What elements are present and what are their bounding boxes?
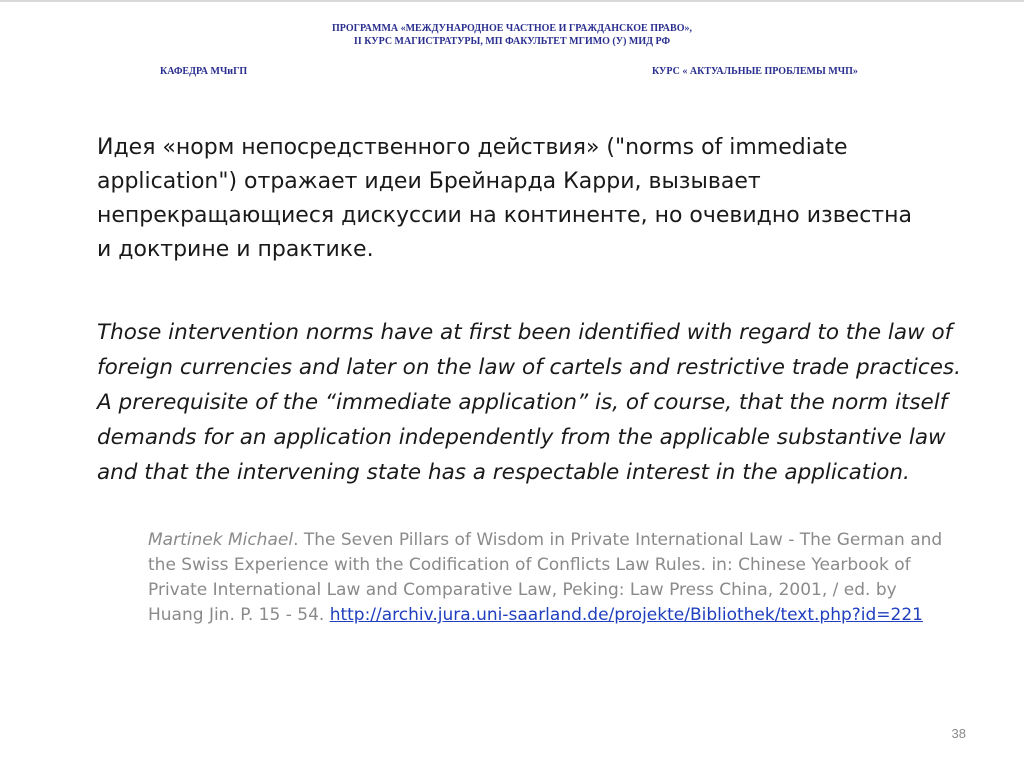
header-department: КАФЕДРА МЧиГП <box>160 66 248 77</box>
header-line-1: ПРОГРАММА «МЕЖДУНАРОДНОЕ ЧАСТНОЕ И ГРАЖДАНСКОЕ ПРАВО», <box>332 23 692 34</box>
citation-link[interactable]: http://archiv.jura.uni-saarland.de/projekte/Bibliothek/text.php?id=221 <box>329 605 923 625</box>
header-course: КУРС « АКТУАЛЬНЫЕ ПРОБЛЕМЫ МЧП» <box>652 66 858 77</box>
page-number: 38 <box>951 726 966 741</box>
slide-header <box>0 22 1024 48</box>
citation-author: Martinek Michael <box>148 530 294 550</box>
english-quote: Those intervention norms have at first been identified with regard to the law of foreign currencies and later on the law of cartels and restrictive trade practices. A prerequisite of the “immediate application” is, of course, that the norm itself demands for an application independently from the applicable substantive law and that the intervening state has a respectable interest in the application. <box>97 320 961 485</box>
top-divider <box>0 0 1024 2</box>
header-line-2: II КУРС МАГИСТРАТУРЫ, МП ФАКУЛЬТЕТ МГИМО (У) МИД РФ <box>353 36 671 47</box>
russian-paragraph: Идея «норм непосредственного действия» ("norms of immediate application") отражает идеи Брейнарда Карри, вызывает непрекращающиеся дискуссии на континенте, но очевидно известна и доктрине и практике. <box>97 135 912 262</box>
citation-text: . The Seven Pillars of Wisdom in Private International Law - The German and the Swiss Experience with the Codification of Conflicts Law Rules. in: Chinese Yearbook of Private International Law and Comparative Law, Peking: Law Press China, 2001, / ed. by Huang Jin. P. 15 - 54. <box>148 530 943 625</box>
citation <box>148 528 948 628</box>
